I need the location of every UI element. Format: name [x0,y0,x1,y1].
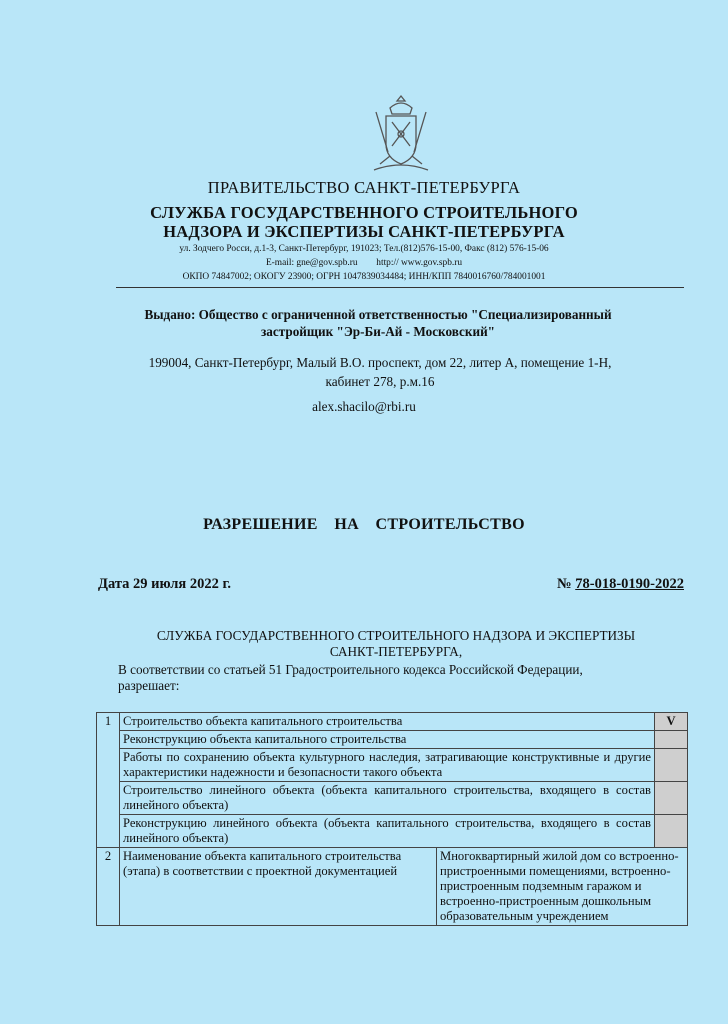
issuing-authority [96,628,696,660]
header-divider [116,287,684,288]
recipient-address-line2: кабинет 278, р.м.16 [325,374,435,389]
contacts-address: ул. Зодчего Росси, д.1-3, Санкт-Петербург, 191023; Тел.(812)576-15-00, Факс (812) 576-15-06 [179,244,549,254]
object-name-label: Наименование объекта капитального строительства (этапа) в соответствии с проектной документацией [120,848,437,926]
contacts-registry-codes: ОКПО 74847002; ОКОГУ 23900; ОГРН 1047839034484; ИНН/КПП 7840016760/784001001 [182,272,546,282]
option-check-cell [655,815,688,848]
option-check-cell [655,782,688,815]
contacts-email-web: E-mail: gne@gov.spb.ru http:// www.gov.spb.ru [265,258,463,268]
option-check-cell: V [655,713,688,731]
legal-basis-line1: В соответствии со статьей 51 Градостроительного кодекса Российской Федерации, [118,662,583,677]
option-text: Реконструкцию объекта капитального строительства [120,731,655,749]
table-row [97,782,688,815]
document-number [557,576,684,593]
issuing-authority-line1: СЛУЖБА ГОСУДАРСТВЕННОГО СТРОИТЕЛЬНОГО НАДЗОРА И ЭКСПЕРТИЗЫ [156,628,636,643]
service-name-line1: СЛУЖБА ГОСУДАРСТВЕННОГО СТРОИТЕЛЬНОГО [150,203,578,222]
object-name-value: Многоквартирный жилой дом со встроенно-пристроенными помещениями, встроенно-пристроенным подземным гаражом и встроенно-пристроенным дошкольным образовательным учреждением [437,848,688,926]
option-text: Строительство линейного объекта (объекта капитального строительства, входящего в состав линейного объекта) [120,782,655,815]
recipient-address [110,353,650,391]
issued-to-line2: застройщик "Эр-Би-Ай - Московский" [260,324,495,339]
permit-table [96,712,688,926]
table-row [97,731,688,749]
table-row [97,749,688,782]
row-number: 1 [97,713,120,848]
option-check-cell [655,749,688,782]
government-name: ПРАВИТЕЛЬСТВО САНКТ-ПЕТЕРБУРГА [207,178,521,197]
document-date: Дата 29 июля 2022 г. [98,576,232,592]
coat-of-arms-emblem [366,92,436,174]
legal-basis-line2: разрешает: [118,678,180,693]
issued-to [100,306,656,340]
row-number: 2 [97,848,120,926]
number-value: 78-018-0190-2022 [575,576,684,592]
option-text: Строительство объекта капитального строительства [120,713,655,731]
service-name-line2: НАДЗОРА И ЭКСПЕРТИЗЫ САНКТ-ПЕТЕРБУРГА [163,222,565,241]
recipient-email: alex.shacilo@rbi.ru [312,399,416,414]
table-row [97,713,688,731]
option-check-cell [655,731,688,749]
document-title: РАЗРЕШЕНИЕ НА СТРОИТЕЛЬСТВО [203,516,525,533]
option-text: Работы по сохранению объекта культурного наследия, затрагивающие конструктивные и другие характеристики надежности и безопасности такого объекта [120,749,655,782]
issuing-authority-line2: САНКТ-ПЕТЕРБУРГА, [329,644,463,659]
recipient-address-line1: 199004, Санкт-Петербург, Малый В.О. проспект, дом 22, литер А, помещение 1-Н, [148,355,612,370]
number-prefix: № [557,576,576,592]
table-row [97,848,688,926]
issued-to-line1: Выдано: Общество с ограниченной ответственностью "Специализированный [144,307,612,322]
table-row [97,815,688,848]
option-text: Реконструкцию линейного объекта (объекта капитального строительства, входящего в состав линейного объекта) [120,815,655,848]
legal-basis [118,662,678,694]
